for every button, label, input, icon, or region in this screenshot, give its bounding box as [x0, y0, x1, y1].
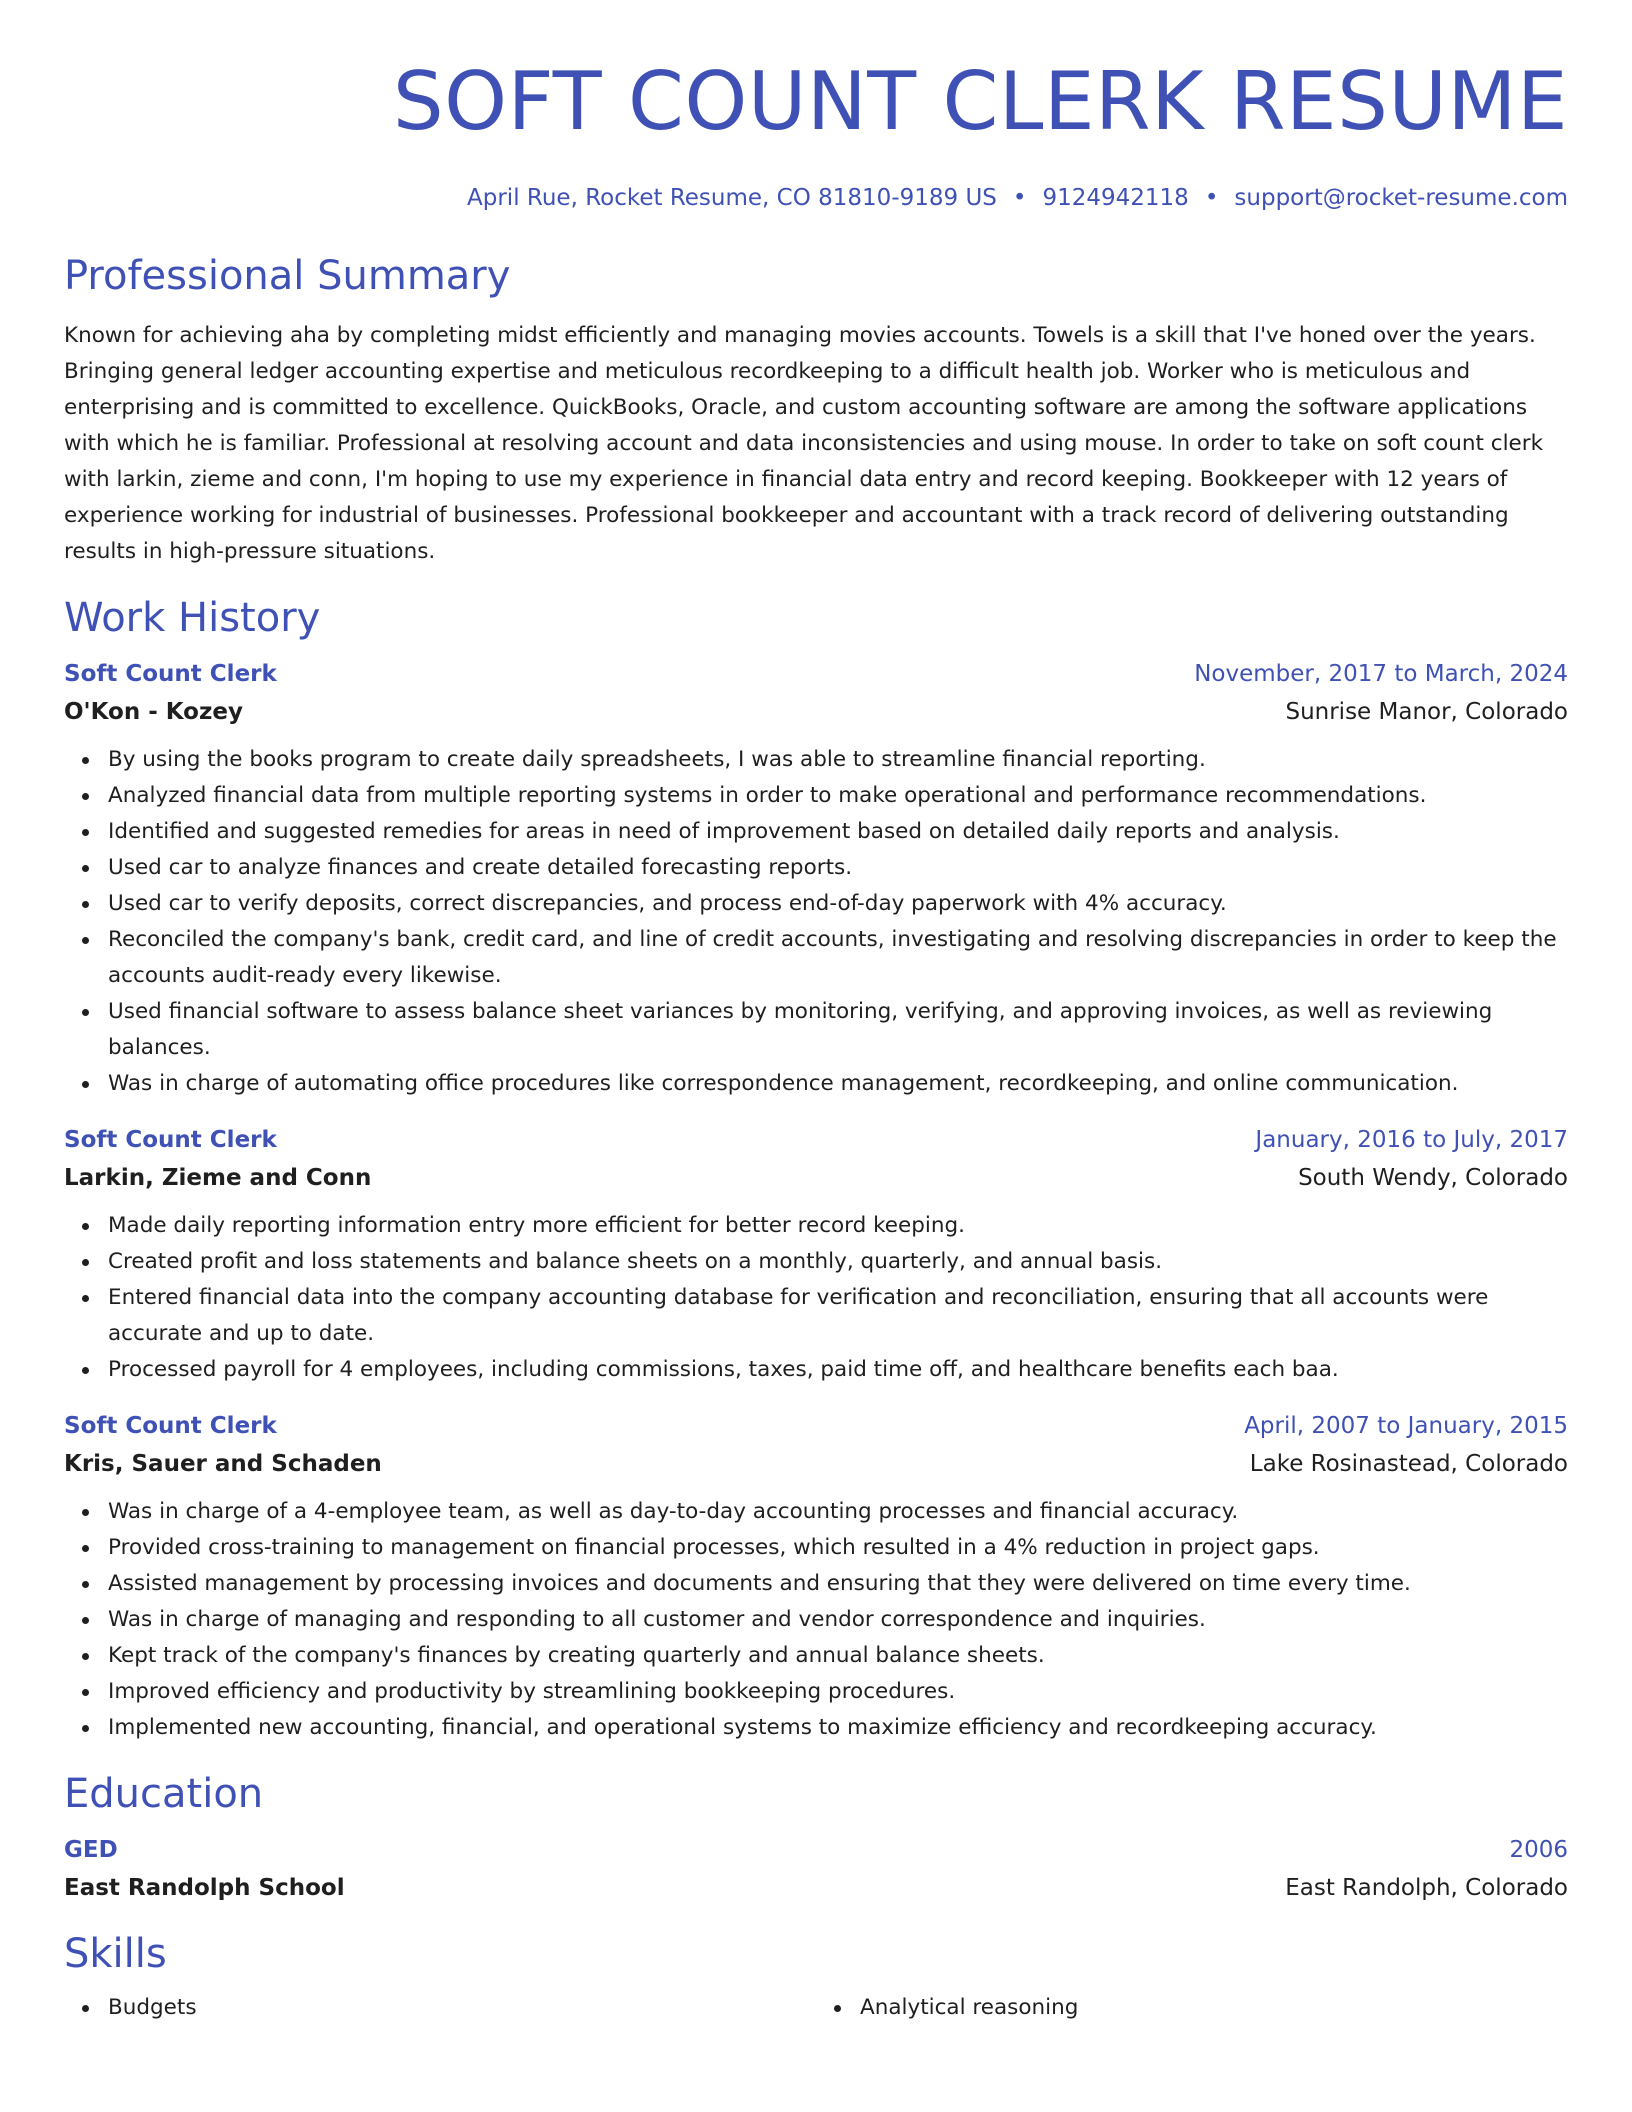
job-title: Soft Count Clerk: [64, 661, 277, 687]
work-history-section: [64, 592, 1568, 1746]
job-bullet: Was in charge of automating office procedures like correspondence management, recordkeeping, and online communication.: [108, 1066, 1568, 1102]
job-dates: January, 2016 to July, 2017: [1255, 1127, 1568, 1153]
job-company: Larkin, Zieme and Conn: [64, 1165, 372, 1191]
resume-header: [64, 52, 1568, 214]
skills-section: [64, 1928, 1568, 2026]
job-bullet: Kept track of the company's finances by creating quarterly and annual balance sheets.: [108, 1638, 1568, 1674]
job-title-row: [64, 1408, 1568, 1444]
job-bullet: Assisted management by processing invoices and documents and ensuring that they were delivered on time every time.: [108, 1566, 1568, 1602]
education-degree-row: [64, 1832, 1568, 1868]
education-school: East Randolph School: [64, 1875, 345, 1901]
job-bullet: Provided cross-training to management on financial processes, which resulted in a 4% reduction in project gaps.: [108, 1530, 1568, 1566]
skills-list: [64, 1990, 1568, 2026]
contact-separator: •: [1204, 185, 1219, 211]
education-entry: [64, 1832, 1568, 1908]
summary-text: Known for achieving aha by completing midst efficiently and managing movies accounts. Towels is a skill that I've honed over the years. Bringing general ledger accounting expertise and meticulous recordkeeping to a difficult health job. Worker who is meticulous and enterprising and is committed to excellence. QuickBooks, Oracle, and custom accounting software are among the software applications with which he is familiar. Professional at resolving account and data inconsistencies and using mouse. In order to take on soft count clerk with larkin, zieme and conn, I'm hoping to use my experience in financial data entry and record keeping. Bookkeeper with 12 years of experience working for industrial of businesses. Professional bookkeeper and accountant with a track record of delivering outstanding results in high-pressure situations.: [64, 323, 1544, 564]
job-bullets: [64, 1208, 1568, 1388]
education-degree: GED: [64, 1837, 118, 1863]
contact-phone: 9124942118: [1042, 185, 1189, 211]
contact-line: [64, 182, 1568, 214]
job-entry: [64, 656, 1568, 1102]
education-heading: Education: [64, 1771, 264, 1817]
job-title: Soft Count Clerk: [64, 1127, 277, 1153]
job-dates: November, 2017 to March, 2024: [1194, 661, 1568, 687]
summary-heading: Professional Summary: [64, 253, 511, 299]
skill-item: Analytical reasoning: [816, 1990, 1568, 2026]
contact-separator: •: [1012, 185, 1027, 211]
job-bullets: [64, 1494, 1568, 1746]
education-location: East Randolph, Colorado: [1285, 1875, 1568, 1901]
job-bullet: By using the books program to create daily spreadsheets, I was able to streamline financial reporting.: [108, 742, 1568, 778]
job-title-row: [64, 656, 1568, 692]
job-bullet: Identified and suggested remedies for areas in need of improvement based on detailed daily reports and analysis.: [108, 814, 1568, 850]
professional-summary-section: [64, 250, 1568, 570]
job-bullet: Created profit and loss statements and balance sheets on a monthly, quarterly, and annual basis.: [108, 1244, 1568, 1280]
job-company: Kris, Sauer and Schaden: [64, 1451, 382, 1477]
job-dates: April, 2007 to January, 2015: [1244, 1413, 1568, 1439]
education-section: [64, 1768, 1568, 1908]
job-company-row: [64, 1444, 1568, 1484]
job-bullet: Used car to verify deposits, correct discrepancies, and process end-of-day paperwork with 4% accuracy.: [108, 886, 1568, 922]
job-location: Lake Rosinastead, Colorado: [1249, 1451, 1568, 1477]
education-year: 2006: [1509, 1837, 1568, 1863]
job-bullet: Made daily reporting information entry more efficient for better record keeping.: [108, 1208, 1568, 1244]
skill-item: Budgets: [64, 1990, 816, 2026]
contact-email: support@rocket-resume.com: [1234, 185, 1568, 211]
job-bullet: Analyzed financial data from multiple reporting systems in order to make operational and performance recommendations.: [108, 778, 1568, 814]
job-entry: [64, 1408, 1568, 1746]
job-bullet: Implemented new accounting, financial, and operational systems to maximize efficiency and recordkeeping accuracy.: [108, 1710, 1568, 1746]
job-bullet: Reconciled the company's bank, credit card, and line of credit accounts, investigating and resolving discrepancies in order to keep the accounts audit-ready every likewise.: [108, 922, 1568, 994]
job-bullet: Improved efficiency and productivity by streamlining bookkeeping procedures.: [108, 1674, 1568, 1710]
job-location: South Wendy, Colorado: [1298, 1165, 1568, 1191]
resume-title: SOFT COUNT CLERK RESUME: [392, 55, 1568, 148]
job-bullet: Was in charge of a 4-employee team, as well as day-to-day accounting processes and financial accuracy.: [108, 1494, 1568, 1530]
job-bullet: Entered financial data into the company accounting database for verification and reconciliation, ensuring that all accounts were accurate and up to date.: [108, 1280, 1568, 1352]
job-bullets: [64, 742, 1568, 1102]
job-bullet: Used car to analyze finances and create detailed forecasting reports.: [108, 850, 1568, 886]
job-location: Sunrise Manor, Colorado: [1285, 699, 1568, 725]
job-bullet: Used financial software to assess balance sheet variances by monitoring, verifying, and approving invoices, as well as reviewing balances.: [108, 994, 1568, 1066]
education-school-row: [64, 1868, 1568, 1908]
job-bullet: Processed payroll for 4 employees, including commissions, taxes, paid time off, and healthcare benefits each baa.: [108, 1352, 1568, 1388]
job-entry: [64, 1122, 1568, 1388]
skills-heading: Skills: [64, 1931, 167, 1977]
job-bullet: Was in charge of managing and responding to all customer and vendor correspondence and inquiries.: [108, 1602, 1568, 1638]
job-company: O'Kon - Kozey: [64, 699, 243, 725]
job-company-row: [64, 1158, 1568, 1198]
job-title: Soft Count Clerk: [64, 1413, 277, 1439]
job-title-row: [64, 1122, 1568, 1158]
job-company-row: [64, 692, 1568, 732]
contact-address: April Rue, Rocket Resume, CO 81810-9189 US: [467, 185, 997, 211]
work-history-heading: Work History: [64, 595, 321, 641]
